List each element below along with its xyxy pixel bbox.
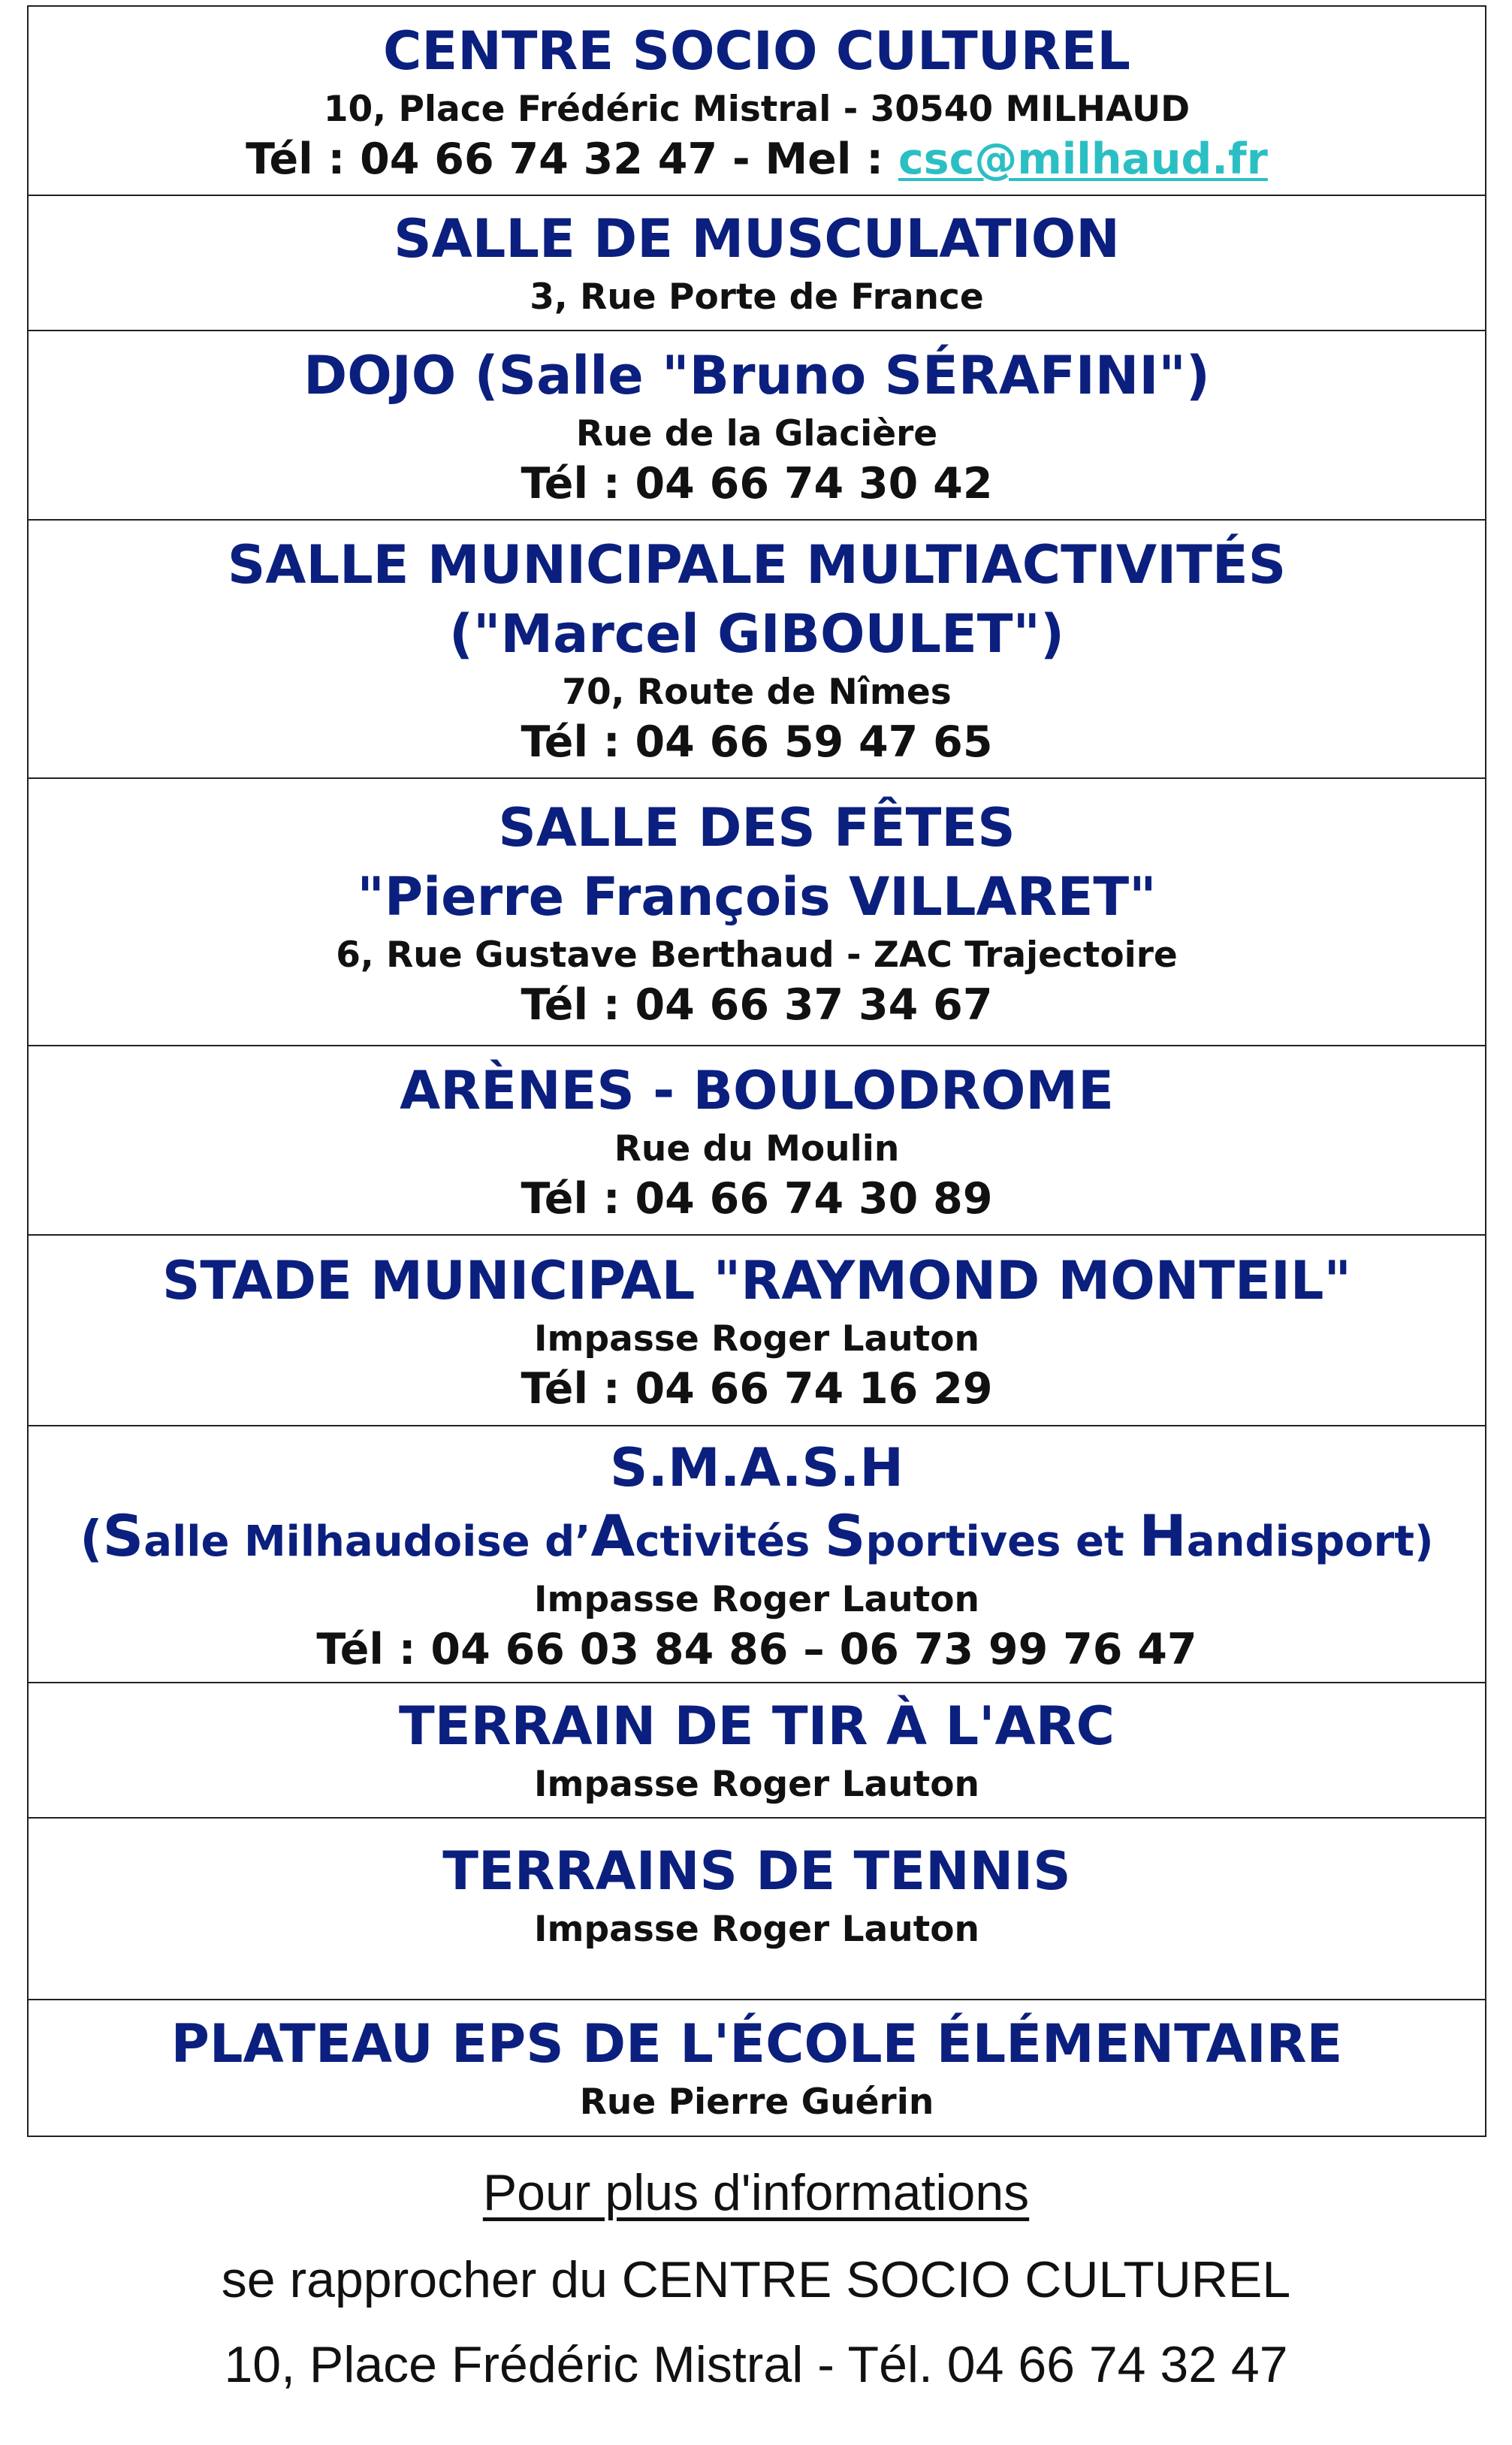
venue-address: Impasse Roger Lauton bbox=[534, 1764, 979, 1805]
venue-dojo bbox=[29, 331, 1485, 521]
venues-table bbox=[27, 5, 1486, 2137]
venue-tennis bbox=[29, 1819, 1485, 2000]
venue-address: 3, Rue Porte de France bbox=[530, 276, 984, 318]
venue-title: STADE MUNICIPAL "RAYMOND MONTEIL" bbox=[162, 1250, 1351, 1312]
venue-centre-socio-culturel bbox=[29, 7, 1485, 196]
venue-title: PLATEAU EPS DE L'ÉCOLE ÉLÉMENTAIRE bbox=[171, 2013, 1343, 2075]
email-link[interactable]: csc@milhaud.fr bbox=[898, 134, 1268, 184]
venue-subtitle: ("Marcel GIBOULET") bbox=[448, 603, 1065, 665]
venue-title: SALLE DE MUSCULATION bbox=[394, 208, 1120, 270]
venue-salle-multiactivites bbox=[29, 521, 1485, 779]
venue-salle-musculation bbox=[29, 196, 1485, 331]
venue-subtitle: "Pierre François VILLARET" bbox=[357, 866, 1157, 928]
venue-salle-des-fetes bbox=[29, 779, 1485, 1046]
venue-address: Rue de la Glacière bbox=[575, 413, 938, 454]
venue-tir-a-l-arc bbox=[29, 1683, 1485, 1819]
venue-address: Impasse Roger Lauton bbox=[534, 1579, 979, 1620]
info-heading: Pour plus d'informations bbox=[482, 2164, 1030, 2221]
venue-phone: Tél : 04 66 74 30 42 bbox=[521, 459, 993, 509]
venue-full-name: (Salle Milhaudoise d’Activités Sportives et Handisport) bbox=[80, 1502, 1434, 1569]
venue-title: TERRAINS DE TENNIS bbox=[442, 1840, 1071, 1902]
venue-title: ARÈNES - BOULODROME bbox=[400, 1060, 1114, 1121]
venue-contact bbox=[246, 134, 1268, 185]
info-line-2: 10, Place Frédéric Mistral - Tél. 04 66 74 32 47 bbox=[224, 2336, 1288, 2393]
venue-address: Impasse Roger Lauton bbox=[534, 1318, 979, 1360]
venue-title: SALLE DES FÊTES bbox=[498, 797, 1016, 859]
venue-plateau-eps bbox=[29, 2000, 1485, 2136]
venue-address: 70, Route de Nîmes bbox=[562, 672, 952, 713]
venue-stade-municipal bbox=[29, 1236, 1485, 1426]
venue-title: CENTRE SOCIO CULTUREL bbox=[383, 20, 1130, 82]
venue-title: SALLE MUNICIPALE MULTIACTIVITÉS bbox=[227, 534, 1287, 596]
venue-phone: Tél : 04 66 74 30 89 bbox=[521, 1174, 993, 1224]
venue-phone: Tél : 04 66 03 84 86 – 06 73 99 76 47 bbox=[316, 1625, 1197, 1674]
venue-address: 10, Place Frédéric Mistral - 30540 MILHAUD bbox=[323, 89, 1191, 130]
venue-title: TERRAIN DE TIR À L'ARC bbox=[399, 1695, 1115, 1757]
venue-address: Rue du Moulin bbox=[614, 1128, 900, 1170]
venue-arenes-boulodrome bbox=[29, 1046, 1485, 1236]
venue-title: S.M.A.S.H bbox=[610, 1437, 904, 1499]
venue-title: DOJO (Salle "Bruno SÉRAFINI") bbox=[303, 345, 1210, 406]
info-line-1: se rapprocher du CENTRE SOCIO CULTUREL bbox=[221, 2251, 1291, 2308]
venue-phone: Tél : 04 66 59 47 65 bbox=[521, 717, 993, 767]
venue-address: Rue Pierre Guérin bbox=[579, 2081, 934, 2123]
venue-smash bbox=[29, 1426, 1485, 1683]
venue-address: 6, Rue Gustave Berthaud - ZAC Trajectoire bbox=[336, 934, 1178, 976]
venue-address: Impasse Roger Lauton bbox=[534, 1909, 979, 1950]
venue-phone: Tél : 04 66 74 16 29 bbox=[521, 1364, 993, 1414]
venue-phone: Tél : 04 66 37 34 67 bbox=[521, 980, 993, 1030]
venue-phone: Tél : 04 66 74 32 47 - Mel : bbox=[246, 134, 898, 184]
